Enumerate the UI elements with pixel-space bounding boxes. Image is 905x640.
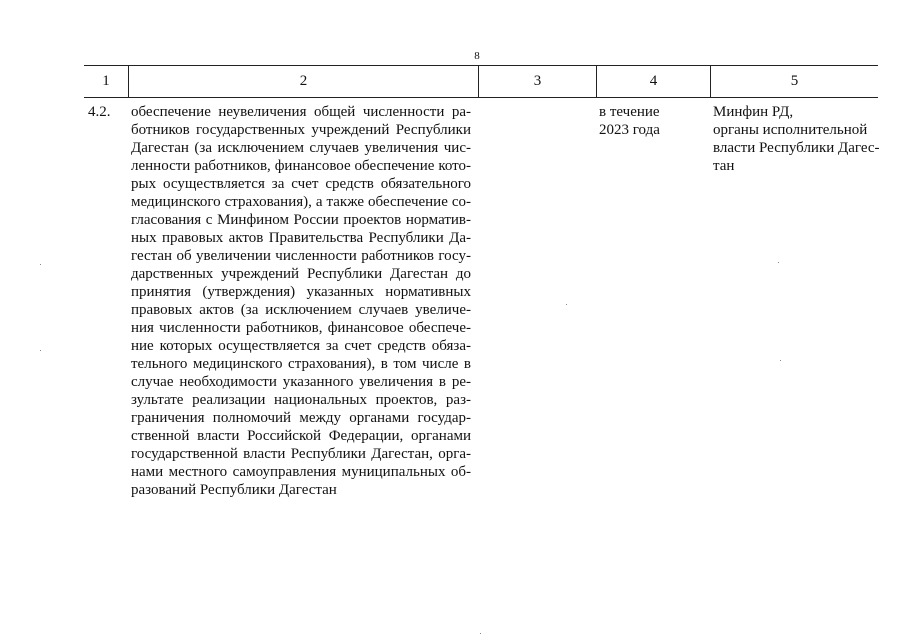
description-line: принятия (утверждения) указанных нормативных <box>131 284 471 300</box>
description-line: нами местного самоуправления муниципальных об- <box>131 464 471 480</box>
scan-speck <box>566 304 567 305</box>
description-line: Дагестан (за исключением случаев увеличения чис- <box>131 140 471 156</box>
description-line: гестан об увеличении численности работников госу- <box>131 248 471 264</box>
description-line: рых осуществляется за счет средств обязательного <box>131 176 471 192</box>
row-responsible <box>713 103 880 175</box>
responsible-line: власти Республики Дагес- <box>713 140 880 156</box>
description-line: граничения полномочий между органами государ- <box>131 410 471 426</box>
header-col-1: 1 <box>102 73 110 89</box>
page-number: 8 <box>474 50 480 62</box>
responsible-line: тан <box>713 158 735 174</box>
description-line: тельного медицинского страхования), в том числе в <box>131 356 471 372</box>
description-line: ленности работников, финансовое обеспечение кото- <box>131 158 471 174</box>
description-line: ния численности работников, финансовое обеспече- <box>131 320 471 336</box>
description-line: медицинского страхования), а также обеспечение со- <box>131 194 471 210</box>
responsible-line: органы исполнительной <box>713 122 868 138</box>
description-line: зультате реализации национальных проектов, раз- <box>131 392 471 408</box>
scan-speck <box>480 633 481 634</box>
description-line: государственной власти Республики Дагестан, орга- <box>131 446 471 462</box>
header-col-5: 5 <box>790 73 799 89</box>
description-line: ных правовых актов Правительства Республики Да- <box>131 230 471 246</box>
scan-speck <box>778 262 779 263</box>
scan-speck <box>40 264 41 265</box>
description-line: гласования с Минфином России проектов норматив- <box>131 212 471 228</box>
header-col-2: 2 <box>299 73 308 89</box>
scan-speck <box>780 360 781 361</box>
header-col-3: 3 <box>533 73 542 89</box>
header-col-4: 4 <box>649 73 658 89</box>
row-number: 4.2. <box>88 104 111 120</box>
description-line: дарственных учреждений Республики Дагестан до <box>131 266 471 282</box>
description-line: обеспечение неувеличения общей численности ра- <box>131 104 471 120</box>
table-header-row <box>84 65 878 98</box>
description-line: случае необходимости указанного увеличения в ре- <box>131 374 471 390</box>
responsible-line: Минфин РД, <box>713 104 794 120</box>
row-description <box>131 103 471 499</box>
scan-speck <box>40 350 41 351</box>
description-line: ботников государственных учреждений Республики <box>131 122 471 138</box>
description-line: разований Республики Дагестан <box>131 482 337 498</box>
description-line: правовых актов (за исключением случаев увеличе- <box>131 302 471 318</box>
term-line: в течение <box>599 104 660 120</box>
row-term <box>599 103 660 139</box>
term-line: 2023 года <box>599 122 660 138</box>
description-line: ние которых осуществляется за счет средств обяза- <box>131 338 471 354</box>
description-line: ственной власти Российской Федерации, органами <box>131 428 471 444</box>
